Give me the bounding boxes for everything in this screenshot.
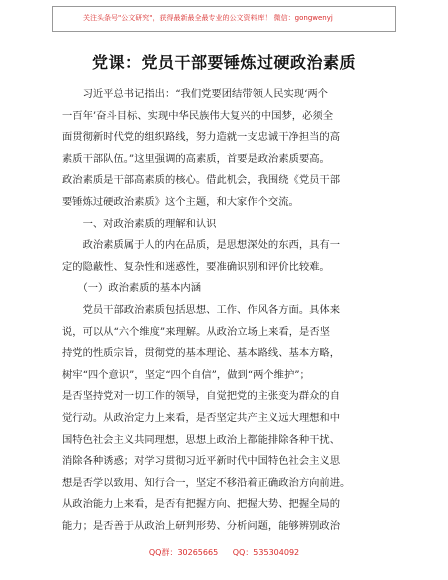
text-line: 一百年’奋斗目标、实现中华民族伟大复兴的中国梦，必须全 (62, 109, 333, 122)
text-line: 习近平总书记指出：“我们党要团结带领人民实现‘两个 (62, 88, 328, 100)
footer-qq-group: QQ群：30265665 (148, 548, 219, 557)
text-line: 素质干部队伍。”这里强调的高素质，首要是政治素质要高。 (62, 152, 330, 165)
text-line: 政治素质属于人的内在品质，是思想深处的东西，具有一 (62, 239, 341, 252)
text-line: 国特色社会主义共同理想，思想上政治上都能排除各种干扰、 (62, 433, 341, 446)
top-banner (52, 6, 396, 32)
text-line: 是否坚持党对一切工作的领导，自觉把党的主张变为群众的自 (62, 390, 341, 403)
text-line: 树牢“四个意识”，坚定“四个自信”，做到“两个维护”； (62, 368, 310, 381)
text-line: 定的隐蔽性、复杂性和迷惑性，要准确识别和评价比较难。 (62, 260, 330, 273)
text-line: 持党的性质宗旨，贯彻党的基本理论、基本路线、基本方略， (62, 347, 341, 360)
text-line: 觉行动。从政治定力上来看，是否坚定共产主义远大理想和中 (62, 411, 341, 424)
text-line: 消除各种诱惑；对学习贯彻习近平新时代中国特色社会主义思 (62, 455, 341, 468)
text-line: 党员干部政治素质包括思想、工作、作风各方面。具体来 (62, 303, 341, 316)
text-line: 要锤炼过硬政治素质》这个主题，和大家作个交流。 (62, 195, 299, 208)
text-line: 一、对政治素质的理解和认识 (62, 217, 217, 230)
document-title: 党课：党员干部要锤炼过硬政治素质 (91, 53, 356, 72)
document-body (62, 84, 394, 537)
text-line: 说，可以从“六个维度”来理解。从政治立场上来看，是否坚 (62, 325, 330, 338)
banner-text: 关注头条号"公文研究"，获得最新最全最专业的公文资料库！ 微信：gongwenyj (83, 14, 333, 22)
footer (0, 547, 448, 558)
text-line: 能力；是否善于从政治上研判形势、分析问题，能够辨别政治 (62, 519, 341, 532)
text-line: 从政治能力上来看，是否有把握方向、把握大势、把握全局的 (62, 498, 341, 511)
text-line: 政治素质是干部高素质的核心。借此机会，我围绕《党员干部 (62, 174, 341, 187)
text-line: 想是否学以致用、知行合一，坚定不移沿着正确政治方向前进。 (62, 476, 351, 489)
text-line: 面贯彻新时代党的组织路线，努力造就一支忠诚干净担当的高 (62, 131, 341, 144)
footer-qq: QQ：535304092 (232, 548, 300, 557)
text-line: （一）政治素质的基本内涵 (62, 282, 202, 295)
